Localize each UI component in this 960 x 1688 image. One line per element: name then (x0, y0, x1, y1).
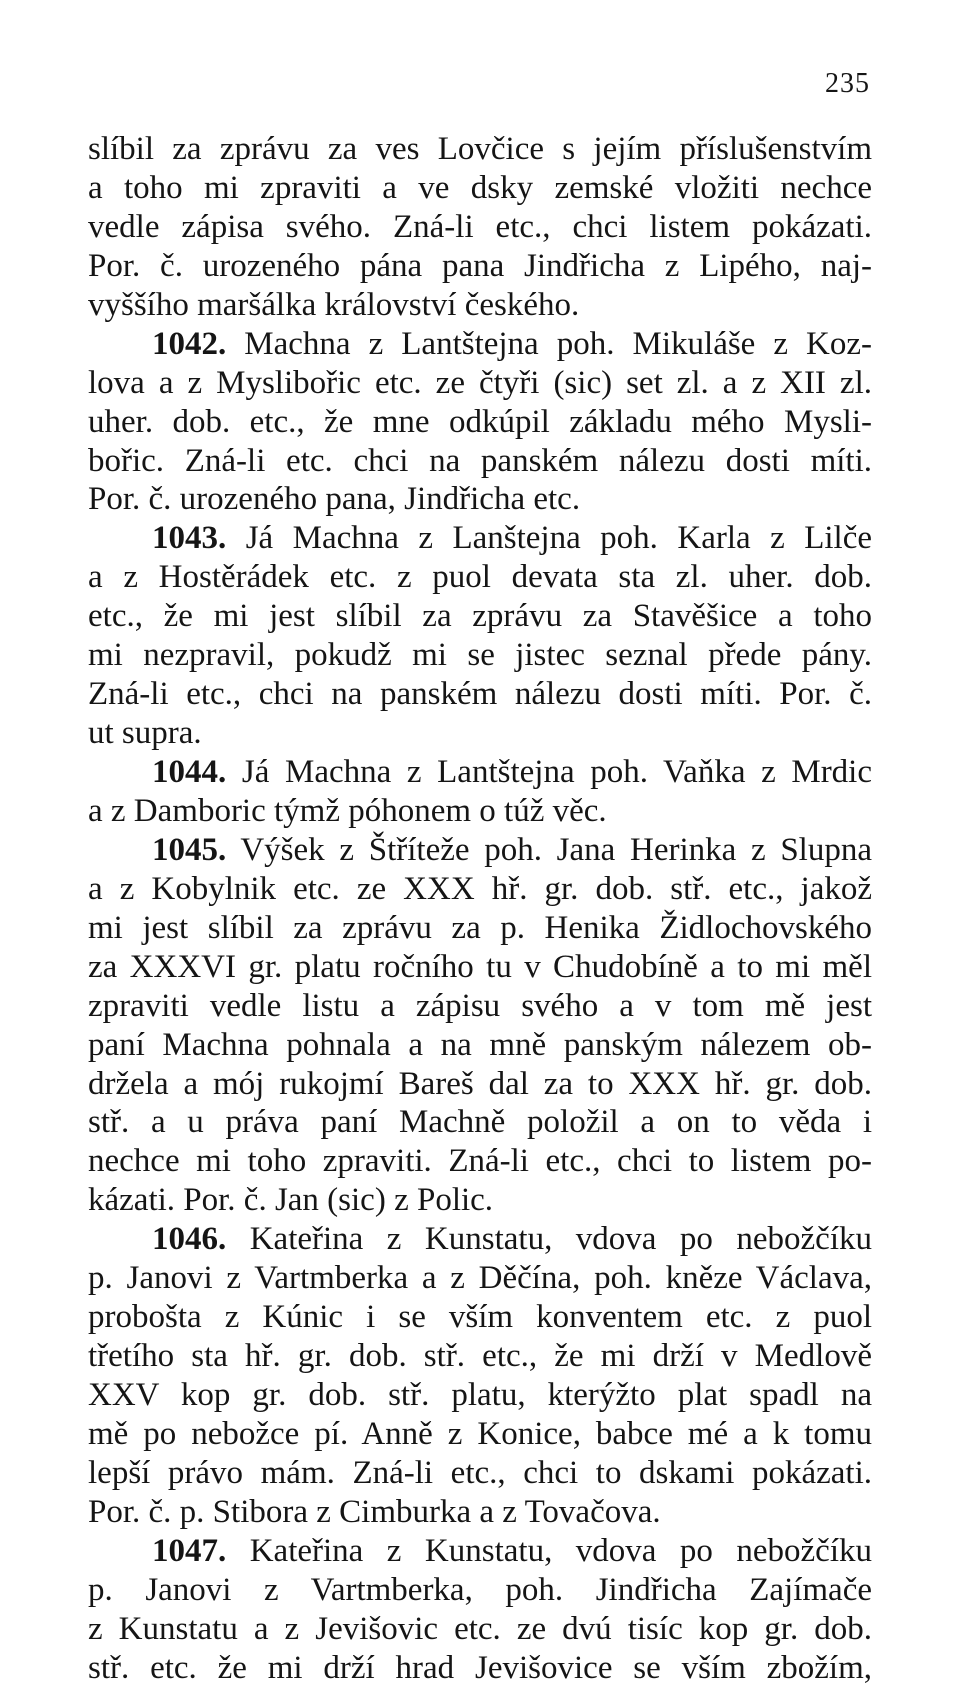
line-text: p. Janovi z Vartmberka a z Děčína, poh. kněze Václava, (88, 1260, 872, 1297)
line-text: stř. etc. že mi drží hrad Jevišovice se vším zbožím, (88, 1649, 872, 1686)
line-text: paní Machna pohnala a na mně panským nálezem ob- (88, 1026, 872, 1063)
text-line (88, 247, 872, 286)
line-text: XXV kop gr. dob. stř. platu, kterýžto plat spadl na (88, 1377, 872, 1413)
entry-first-line (88, 1220, 872, 1259)
line-text: Zná-li etc., chci na panském nálezu dosti míti. Por. č. (88, 676, 872, 713)
line-text: Machna z Lantštejna poh. Mikuláše z Koz- (226, 325, 872, 362)
line-text: nechce mi toho zpraviti. Zná-li etc., chci to listem po- (88, 1143, 872, 1180)
line-text: probošta z Kúnic i se vším konventem etc. z puol (88, 1299, 872, 1336)
text-line (88, 909, 872, 948)
entry-first-line (88, 753, 872, 792)
line-text: stř. a u práva paní Machně položil a on to věda i (88, 1104, 872, 1141)
line-text: etc., že mi jest slíbil za zprávu za Stavěšice a toho (88, 598, 872, 635)
line-text: Kateřina z Kunstatu, vdova po nebožčíku (226, 1532, 872, 1569)
text-line (88, 948, 872, 987)
text-line (88, 442, 872, 481)
text-line (88, 597, 872, 636)
entry-number: 1047. (152, 1532, 227, 1569)
line-text: Kateřina z Kunstatu, vdova po nebožčíku (226, 1221, 872, 1258)
text-line (88, 714, 872, 753)
line-text: lepší právo mám. Zná-li etc., chci to dskami pokázati. (88, 1454, 872, 1491)
text-line (88, 1454, 872, 1493)
line-text: Por. č. urozeného pana, Jindřicha etc. (88, 481, 581, 518)
line-text: vyššího maršálka království českého. (88, 286, 580, 323)
line-text: uher. dob. etc., že mne odkúpil základu mého Mysli- (88, 403, 872, 440)
page-number: 235 (825, 68, 870, 99)
line-text: z Kunstatu a z Jevišovic etc. ze dvú tisíc kop gr. dob. (88, 1610, 872, 1647)
text-line (88, 636, 872, 675)
text-line (88, 1493, 872, 1532)
text-line (88, 208, 872, 247)
line-text: mě po nebožce pí. Anně z Konice, babce mé a k tomu (88, 1415, 872, 1452)
line-text: kázati. Por. č. Jan (sic) z Polic. (88, 1182, 494, 1219)
text-line (88, 1337, 872, 1376)
line-text: mi jest slíbil za zprávu za p. Henika Židlochovského (88, 909, 872, 946)
text-line (88, 1649, 872, 1688)
entry-number: 1046. (152, 1221, 227, 1258)
line-text: třetího sta hř. gr. dob. stř. etc., že mi drží v Medlově (88, 1338, 872, 1375)
text-line (88, 792, 872, 831)
text-line (88, 1181, 872, 1220)
text-line (88, 130, 872, 169)
text-line (88, 1103, 872, 1142)
text-line (88, 403, 872, 442)
text-line (88, 480, 872, 519)
line-text: zpraviti vedle listu a zápisu svého a v tom mě jest (88, 987, 872, 1024)
line-text: mi nezpravil, pokudž mi se jistec seznal přede pány. (88, 637, 872, 674)
line-text: a z Kobylnik etc. ze XXX hř. gr. dob. stř. etc., jakož (88, 870, 872, 907)
entry-first-line (88, 519, 872, 558)
entry-first-line (88, 325, 872, 364)
text-line (88, 1259, 872, 1298)
text-line (88, 1376, 872, 1415)
text-line (88, 286, 872, 325)
text-line (88, 1571, 872, 1610)
line-text: a z Hostěrádek etc. z puol devata sta zl. uher. dob. (88, 559, 872, 596)
line-text: Já Machna z Lanštejna poh. Karla z Lilče (226, 520, 872, 557)
line-text: lova a z Myslibořic etc. ze čtyři (sic) set zl. a z XII zl. (88, 364, 872, 401)
line-text: Výšek z Štříteže poh. Jana Herinka z Slupna (226, 831, 872, 868)
text-line (88, 1065, 872, 1104)
line-text: za XXXVI gr. platu ročního tu v Chudobíně a to mi měl (88, 948, 872, 985)
line-text: Já Machna z Lantštejna poh. Vaňka z Mrdic (226, 754, 872, 790)
line-text: bořic. Zná-li etc. chci na panském nálezu dosti míti. (88, 442, 872, 479)
text-line (88, 169, 872, 208)
text-line (88, 1415, 872, 1454)
line-text: Por. č. p. Stibora z Cimburka a z Tovačova. (88, 1493, 661, 1530)
entry-number: 1045. (152, 831, 227, 868)
text-line (88, 364, 872, 403)
text-line (88, 1610, 872, 1649)
line-text: ut supra. (88, 715, 202, 752)
text-line (88, 1298, 872, 1337)
entry-first-line (88, 831, 872, 870)
text-line (88, 675, 872, 714)
text-line (88, 1026, 872, 1065)
line-text: p. Janovi z Vartmberka, poh. Jindřicha Zajímače (88, 1571, 872, 1608)
entry-number: 1044. (152, 754, 227, 790)
entry-first-line (88, 1532, 872, 1571)
body-text (88, 130, 872, 1688)
line-text: vedle zápisa svého. Zná-li etc., chci listem pokázati. (88, 208, 872, 245)
line-text: Por. č. urozeného pána pana Jindřicha z Lipého, naj- (88, 247, 872, 284)
text-line (88, 870, 872, 909)
text-line (88, 558, 872, 597)
line-text: držela a mój rukojmí Bareš dal za to XXX hř. gr. dob. (88, 1065, 872, 1102)
entry-number: 1042. (152, 325, 227, 362)
text-line (88, 1142, 872, 1181)
text-line (88, 987, 872, 1026)
line-text: a toho mi zpraviti a ve dsky zemské vložiti nechce (88, 169, 872, 206)
entry-number: 1043. (152, 520, 227, 557)
line-text: a z Damboric týmž póhonem o túž věc. (88, 792, 607, 829)
line-text: slíbil za zprávu za ves Lovčice s jejím příslušenstvím (88, 131, 872, 167)
